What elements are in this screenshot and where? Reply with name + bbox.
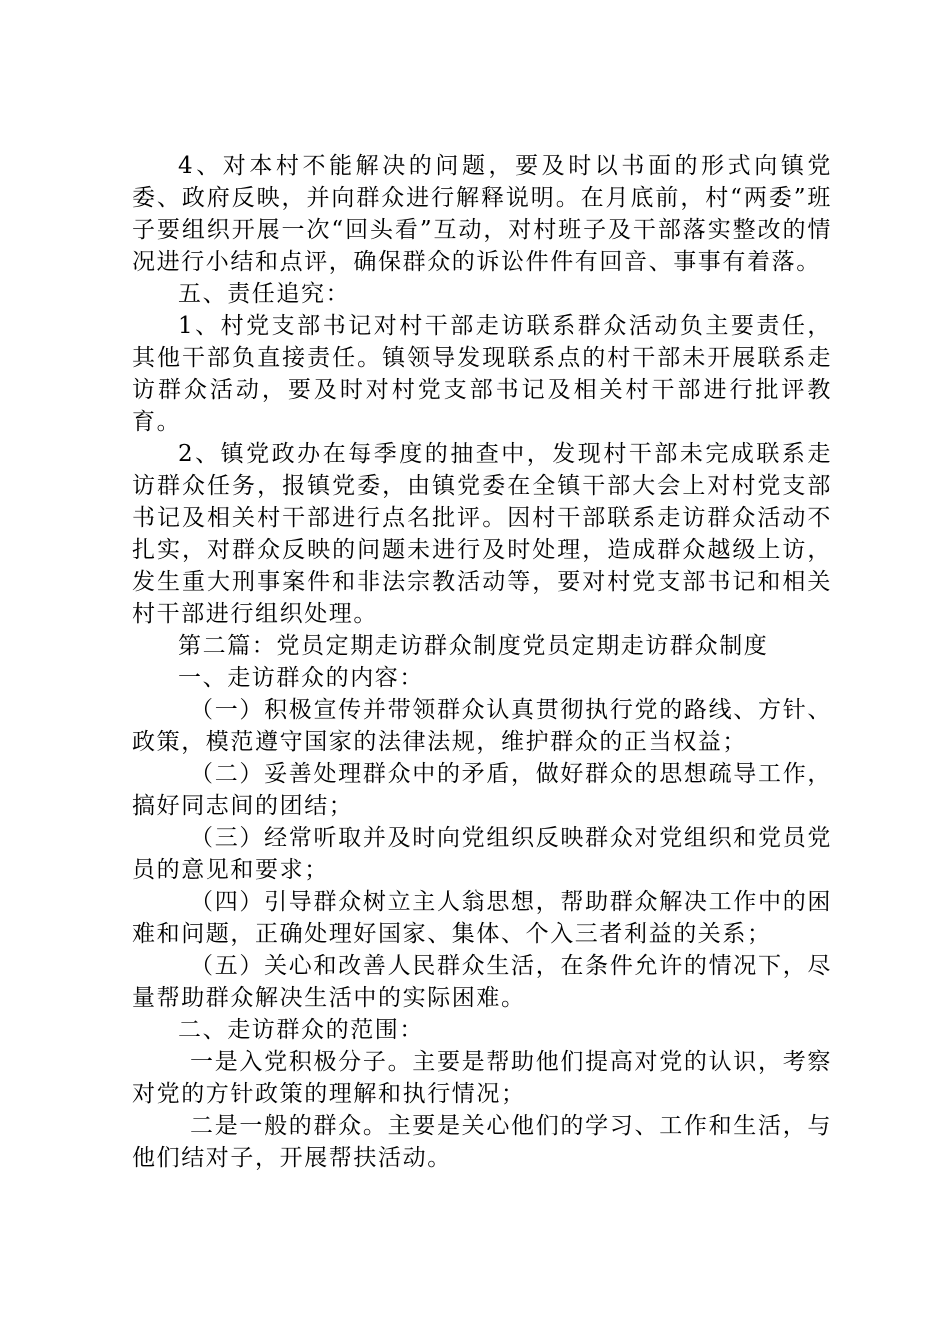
section-heading-visit-content: 一、走访群众的内容：: [178, 665, 424, 691]
list-item-content-4: （四）引导群众树立主人翁思想，帮助群众解决工作中的困难和问题，正确处理好国家、集体、个入三者利益的关系；: [132, 889, 832, 947]
paragraph-accountability-1: 1、村党支部书记对村干部走访联系群众活动负主要责任，其他干部负直接责任。镇领导发现联系点的村干部未开展联系走访群众活动，要及时对村党支部书记及相关村干部进行批评教育。: [132, 313, 832, 435]
list-item-content-5: （五）关心和改善人民群众生活，在条件允许的情况下，尽量帮助群众解决生活中的实际困难。: [132, 953, 832, 1011]
section-heading-accountability: 五、责任追究：: [178, 281, 351, 307]
list-item-scope-1: 一是入党积极分子。主要是帮助他们提高对党的认识，考察对党的方针政策的理解和执行情况；: [132, 1049, 832, 1107]
section-heading-visit-scope: 二、走访群众的范围：: [178, 1017, 424, 1043]
chapter-title-part-two: 第二篇：党员定期走访群众制度党员定期走访群众制度: [178, 633, 769, 659]
list-item-scope-2: 二是一般的群众。主要是关心他们的学习、工作和生活，与他们结对子，开展帮扶活动。: [132, 1113, 832, 1171]
paragraph-item-4-report: 4、对本村不能解决的问题，要及时以书面的形式向镇党委、政府反映，并向群众进行解释说明。在月底前，村“两委”班子要组织开展一次“回头看”互动，对村班子及干部落实整改的情况进行小结和点评，确保群众的诉讼件件有回音、事事有着落。: [132, 153, 832, 275]
list-item-content-1: （一）积极宣传并带领群众认真贯彻执行党的路线、方针、政策，模范遵守国家的法律法规，维护群众的正当权益；: [132, 697, 832, 755]
list-item-content-2: （二）妥善处理群众中的矛盾，做好群众的思想疏导工作，搞好同志间的团结；: [132, 761, 832, 819]
list-item-content-3: （三）经常听取并及时向党组织反映群众对党组织和党员党员的意见和要求；: [132, 825, 832, 883]
paragraph-accountability-2: 2、镇党政办在每季度的抽查中，发现村干部未完成联系走访群众任务，报镇党委，由镇党委在全镇干部大会上对村党支部书记及相关村干部进行点名批评。因村干部联系走访群众活动不扎实，对群众反映的问题未进行及时处理，造成群众越级上访，发生重大刑事案件和非法宗教活动等，要对村党支部书记和相关村干部进行组织处理。: [132, 441, 832, 627]
document-body: [132, 150, 832, 1174]
